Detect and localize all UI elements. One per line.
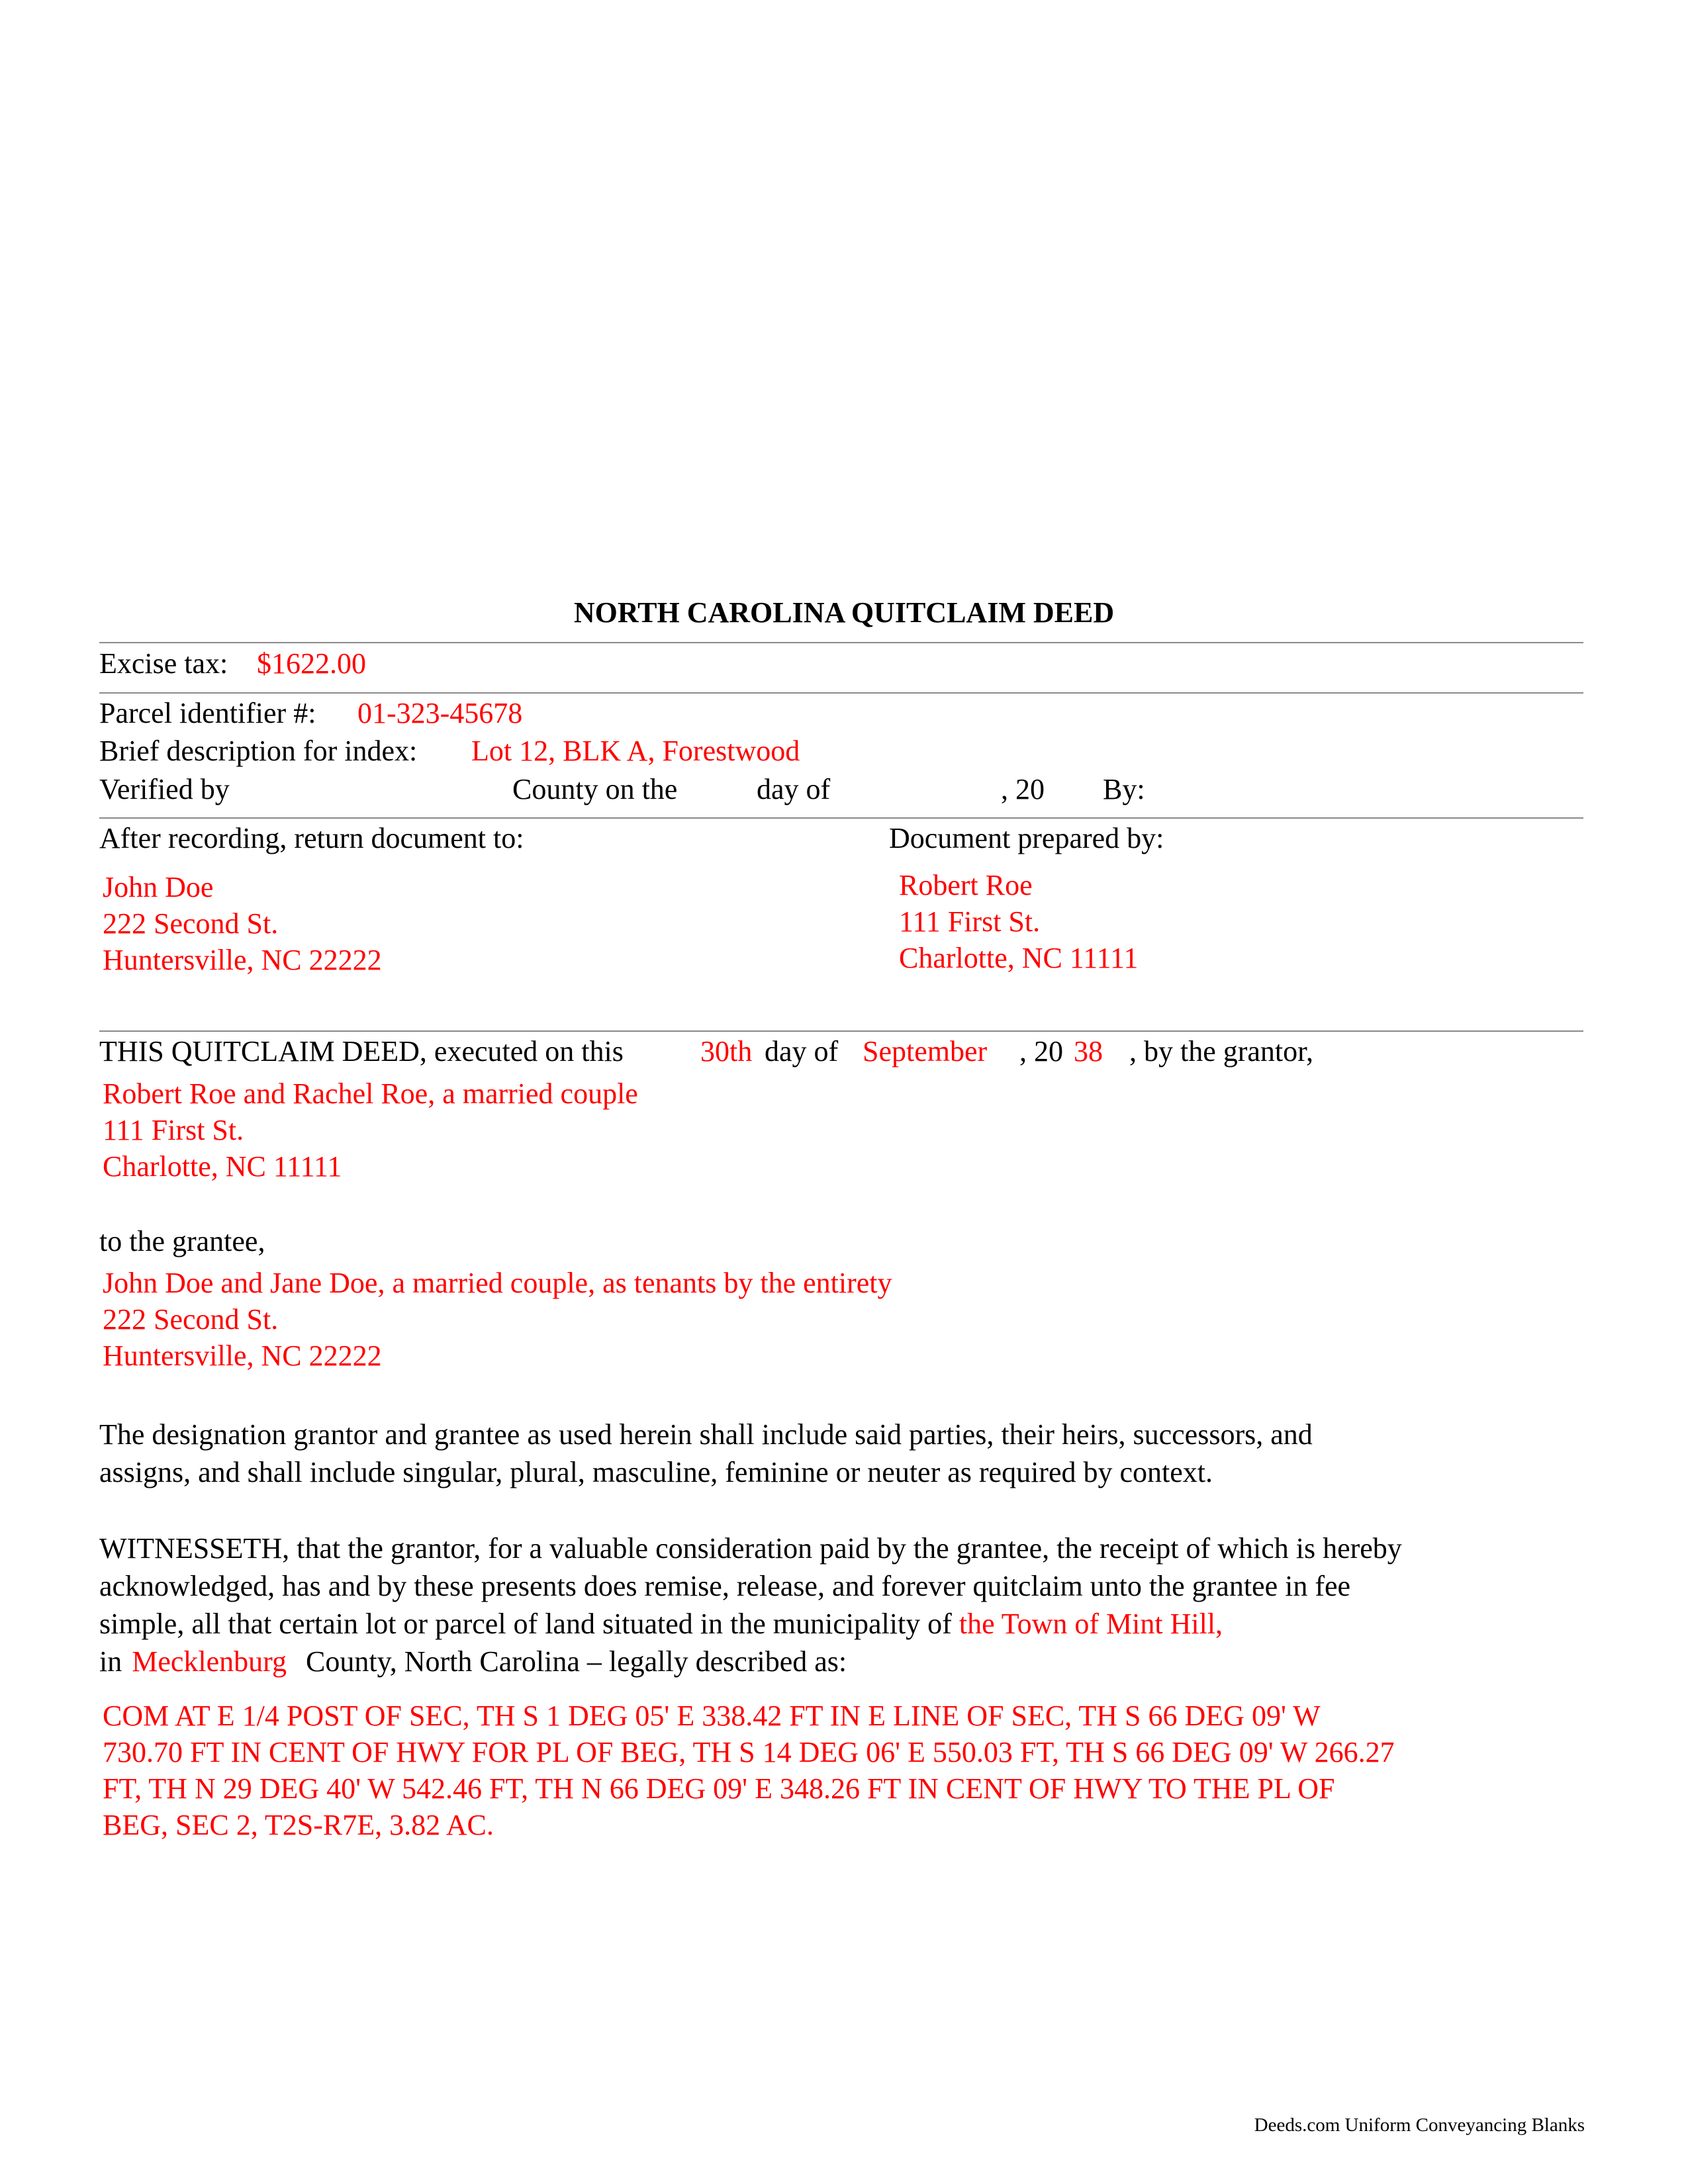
divider-rule: [99, 692, 1583, 694]
legal-description-line: COM AT E 1/4 POST OF SEC, TH S 1 DEG 05' E 338.42 FT IN E LINE OF SEC, TH S 66 DEG 09' W: [103, 1700, 1321, 1732]
return-to-label: After recording, return document to:: [99, 822, 524, 854]
designation-line: assigns, and shall include singular, plural, masculine, feminine or neuter as required by context.: [99, 1456, 1213, 1488]
return-to-street: 222 Second St.: [103, 907, 279, 940]
grantor-city: Charlotte, NC 11111: [103, 1150, 342, 1183]
prepared-by-street: 111 First St.: [899, 905, 1041, 938]
return-to-name: John Doe: [103, 871, 214, 903]
county-suffix: County, North Carolina – legally described as:: [306, 1645, 847, 1678]
grantee-block: [103, 1265, 892, 1374]
grantee-name: John Doe and Jane Doe, a married couple, as tenants by the entirety: [103, 1267, 892, 1299]
grantor-name: Robert Roe and Rachel Roe, a married couple: [103, 1077, 638, 1110]
grantor-street: 111 First St.: [103, 1114, 244, 1146]
witnesseth-paragraph: [99, 1529, 1402, 1680]
witnesseth-county-line: [99, 1643, 1402, 1680]
prepared-by-address: [899, 867, 1138, 976]
execution-day-of: day of: [765, 1035, 839, 1068]
return-to-address: [103, 869, 382, 978]
deed-title: NORTH CAROLINA QUITCLAIM DEED: [573, 596, 1115, 629]
legal-description-line: FT, TH N 29 DEG 40' W 542.46 FT, TH N 66 DEG 09' E 348.26 FT IN CENT OF HWY TO THE PL OF: [103, 1772, 1335, 1805]
return-to-city: Huntersville, NC 22222: [103, 944, 382, 976]
by-label: By:: [1103, 773, 1145, 805]
day-of-label: day of: [757, 773, 831, 805]
grantee-street: 222 Second St.: [103, 1303, 279, 1336]
divider-rule: [99, 1030, 1583, 1032]
divider-rule: [99, 642, 1583, 643]
grantee-label: to the grantee,: [99, 1225, 265, 1257]
divider-rule: [99, 817, 1583, 819]
brief-description-label: Brief description for index:: [99, 735, 418, 767]
excise-tax-label: Excise tax:: [99, 647, 228, 680]
execution-year-prefix: , 20: [1019, 1035, 1063, 1068]
execution-day: 30th: [700, 1035, 753, 1068]
designation-line: The designation grantor and grantee as used herein shall include said parties, their heirs, successors, and: [99, 1418, 1313, 1451]
prepared-by-city: Charlotte, NC 11111: [899, 942, 1139, 974]
legal-description: [103, 1698, 1395, 1843]
county-value: Mecklenburg: [132, 1645, 287, 1678]
footer-text: Deeds.com Uniform Conveyancing Blanks: [1254, 2115, 1585, 2136]
prepared-by-label: Document prepared by:: [889, 822, 1164, 854]
execution-month: September: [863, 1035, 988, 1068]
witnesseth-line: acknowledged, has and by these presents does remise, release, and forever quitclaim unto the grantee in fee: [99, 1570, 1351, 1602]
brief-description-value: Lot 12, BLK A, Forestwood: [471, 735, 800, 767]
grantee-city: Huntersville, NC 22222: [103, 1340, 382, 1372]
witnesseth-line-text: simple, all that certain lot or parcel of land situated in the municipality of: [99, 1608, 952, 1640]
in-label: in: [99, 1645, 122, 1678]
legal-description-line: BEG, SEC 2, T2S-R7E, 3.82 AC.: [103, 1809, 494, 1841]
prepared-by-name: Robert Roe: [899, 869, 1033, 901]
legal-description-line: 730.70 FT IN CENT OF HWY FOR PL OF BEG, TH S 14 DEG 06' E 550.03 FT, TH S 66 DEG 09' W 266.27: [103, 1736, 1395, 1768]
witnesseth-line: [99, 1605, 1402, 1643]
parcel-identifier-label: Parcel identifier #:: [99, 697, 316, 729]
grantor-block: [103, 1075, 638, 1185]
excise-tax-value: $1622.00: [257, 647, 366, 680]
county-on-the-label: County on the: [512, 773, 678, 805]
verified-by-label: Verified by: [99, 773, 230, 805]
witnesseth-line: WITNESSETH, that the grantor, for a valuable consideration paid by the grantee, the receipt of which is hereby: [99, 1532, 1402, 1565]
year-20-label: , 20: [1001, 773, 1045, 805]
designation-paragraph: [99, 1416, 1313, 1491]
parcel-identifier-value: 01-323-45678: [357, 697, 523, 729]
by-the-grantor: , by the grantor,: [1129, 1035, 1314, 1068]
execution-year-suffix: 38: [1074, 1035, 1103, 1068]
execution-prefix: THIS QUITCLAIM DEED, executed on this: [99, 1035, 624, 1068]
municipality-value: the Town of Mint Hill,: [959, 1608, 1223, 1640]
